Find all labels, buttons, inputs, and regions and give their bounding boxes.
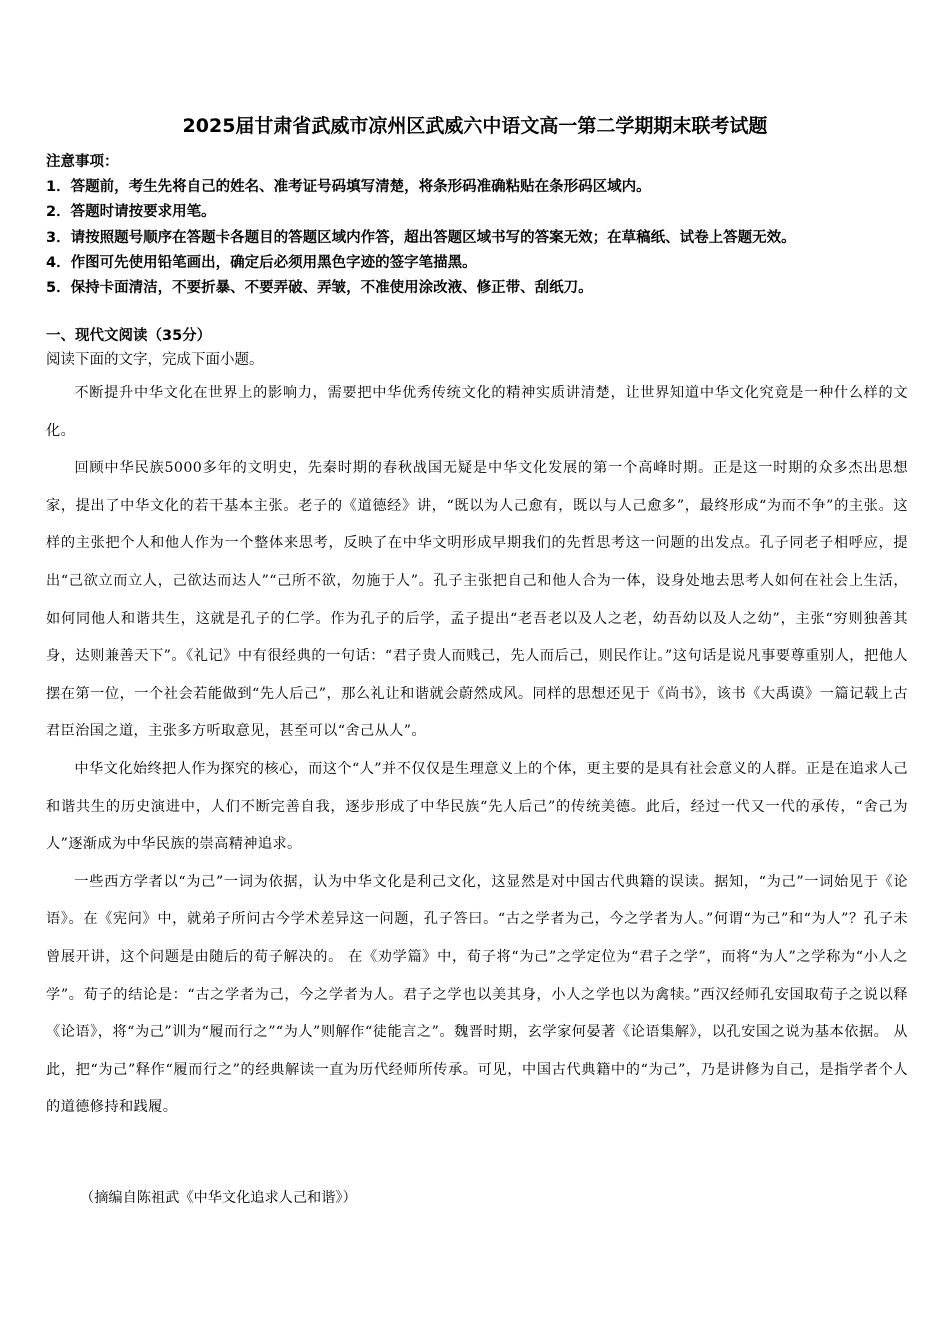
reading-passage	[46, 375, 908, 1127]
passage-paragraph: 回顾中华民族5000多年的文明史，先秦时期的春秋战国无疑是中华文化发展的第一个高峰时期。正是这一时期的众多杰出思想家，提出了中华文化的若干基本主张。老子的《道德经》讲，“既以为人己愈有，既以与人己愈多”，最终形成“为而不争”的主张。这样的主张把个人和他人作为一个整体来思考，反映了在中华文明形成早期我们的先哲思考这一问题的出发点。孔子同老子相呼应，提出“己欲立而立人，己欲达而达人”“己所不欲，勿施于人”。孔子主张把自己和他人合为一体，设身处地去思考人如何在社会上生活，如何同他人和谐共生，这就是孔子的仁学。作为孔子的后学，孟子提出“老吾老以及人之老，幼吾幼以及人之幼”，主张“穷则独善其身，达则兼善天下”。《礼记》中有很经典的一句话：“君子贵人而贱己，先人而后己，则民作让。”这句话是说凡事要尊重别人，把他人摆在第一位，一个社会若能做到“先人后己”，那么礼让和谐就会蔚然成风。同样的思想还见于《尚书》，该书《大禹谟》一篇记载上古君臣治国之道，主张多方听取意见，甚至可以“舍己从人”。	[46, 460, 908, 740]
passage-paragraph: 一些西方学者以“为己”一词为依据，认为中华文化是利己文化，这显然是对中国古代典籍的误读。据知，“为己”一词始见于《论语》。在《宪问》中，就弟子所问古今学术差异这一问题，孔子答曰。“古之学者为己，今之学者为人。”何谓“为己”和“为人”？孔子未曾展开讲，这个问题是由随后的荀子解决的。 在《劝学篇》中，荀子将“为己”之学定位为“君子之学”，而将“为人”之学称为“小人之学”。荀子的结论是：“古之学者为己，今之学者为人。君子之学也以美其身，小人之学也以为禽犊。”西汉经师孔安国取荀子之说以释《论语》，将“为己”训为“履而行之”“为人”则解作“徒能言之”。魏晋时期，玄学家何晏著《论语集解》，以孔安国之说为基本依据。 从此，把“为己”释作“履而行之”的经典解读一直为历代经师所传承。可见，中国古代典籍中的“为己”，乃是讲修为自己，是指学者个人的道德修持和践履。	[46, 873, 908, 1116]
section-heading: 一、现代文阅读（35分）	[46, 328, 212, 344]
passage-paragraph: 不断提升中华文化在世界上的影响力，需要把中华优秀传统文化的精神实质讲清楚，让世界知道中华文化究竟是一种什么样的文化。	[46, 385, 908, 439]
notice-item: 5．保持卡面清洁，不要折暴、不要弄破、弄皱，不准使用涂改液、修正带、刮纸刀。	[46, 280, 593, 297]
section-instruction: 阅读下面的文字，完成下面小题。	[46, 352, 264, 368]
page-title: 2025届甘肃省武威市凉州区武威六中语文高一第二学期期末联考试题	[182, 115, 768, 137]
notice-item: 3．请按照题号顺序在答题卡各题目的答题区域内作答，超出答题区域书写的答案无效；在草稿纸、试卷上答题无效。	[46, 229, 796, 246]
notice-item: 1．答题前，考生先将自己的姓名、准考证号码填写清楚，将条形码准确粘贴在条形码区域内。	[46, 179, 651, 196]
notice-item: 4．作图可先使用铅笔画出，确定后必须用黑色字迹的签字笔描黑。	[46, 254, 477, 271]
notice-block	[46, 150, 916, 301]
passage-paragraph: 中华文化始终把人作为探究的核心，而这个“人”并不仅仅是生理意义上的个体，更主要的是具有社会意义的人群。正是在追求人己和谐共生的历史演进中，人们不断完善自我，逐步形成了中华民族“先人后己”的传统美德。此后，经过一代又一代的承传，“舍己为人”逐渐成为中华民族的崇高精神追求。	[46, 760, 908, 853]
notice-heading: 注意事项：	[46, 154, 119, 170]
notice-item: 2．答题时请按要求用笔。	[46, 204, 216, 221]
passage-source: （摘编自陈祖武《中华文化追求人己和谐》）	[80, 1190, 357, 1206]
